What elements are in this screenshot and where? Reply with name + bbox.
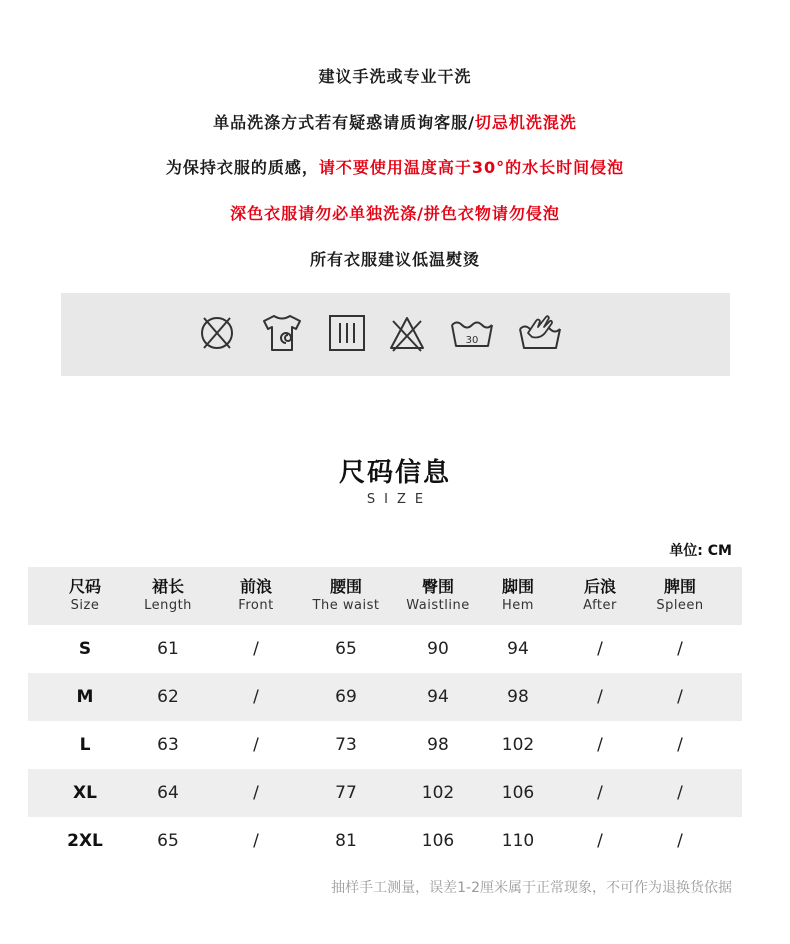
wash-temp-label: 30 bbox=[465, 335, 479, 346]
size-section-subtitle: SIZE bbox=[366, 492, 433, 507]
value-cell: 102 bbox=[501, 735, 535, 755]
header-cn-label: 后浪 bbox=[583, 577, 616, 596]
header-cn-label: 脚围 bbox=[501, 577, 534, 596]
header-en-label: After bbox=[583, 598, 617, 613]
value-cell: 69 bbox=[335, 687, 357, 707]
header-cn-label: 裙长 bbox=[151, 577, 184, 596]
value-cell: 61 bbox=[157, 639, 179, 659]
value-cell: / bbox=[253, 687, 259, 707]
care-line-5: 所有衣服建议低温熨烫 bbox=[309, 250, 480, 269]
value-cell: / bbox=[253, 831, 259, 851]
table-row bbox=[28, 817, 742, 865]
header-cn-label: 臀围 bbox=[421, 577, 454, 596]
wash-30-icon bbox=[450, 313, 494, 353]
value-cell: 98 bbox=[427, 735, 449, 755]
header-en-label: Size bbox=[70, 598, 100, 613]
value-cell: 81 bbox=[335, 831, 357, 851]
care-line-2: 单品洗涤方式若有疑惑请质询客服/切忌机洗混洗 bbox=[213, 113, 577, 132]
value-cell: 62 bbox=[157, 687, 179, 707]
value-cell: 106 bbox=[421, 831, 455, 851]
value-cell: / bbox=[597, 639, 603, 659]
value-cell: / bbox=[597, 831, 603, 851]
measurement-note: 抽样手工测量，误差1-2厘米属于正常现象，不可作为退换货依据 bbox=[331, 880, 732, 896]
value-cell: 63 bbox=[157, 735, 179, 755]
header-en-label: Hem bbox=[502, 598, 534, 613]
table-row bbox=[28, 625, 742, 673]
header-cn-label: 腰围 bbox=[329, 577, 362, 596]
header-en-label: Length bbox=[144, 598, 192, 613]
value-cell: / bbox=[597, 783, 603, 803]
care-line-4: 深色衣服请勿必单独洗涤/拼色衣物请勿侵泡 bbox=[230, 204, 560, 223]
value-cell: 98 bbox=[507, 687, 529, 707]
no-bleach-icon bbox=[385, 313, 429, 353]
value-cell: 94 bbox=[427, 687, 449, 707]
value-cell: 65 bbox=[335, 639, 357, 659]
value-cell: / bbox=[597, 735, 603, 755]
value-cell: 102 bbox=[421, 783, 455, 803]
size-section-title: 尺码信息 bbox=[338, 458, 451, 488]
value-cell: 106 bbox=[501, 783, 535, 803]
size-table bbox=[28, 567, 742, 865]
table-header-row bbox=[28, 567, 742, 625]
header-cn-label: 前浪 bbox=[239, 577, 272, 596]
value-cell: 64 bbox=[157, 783, 179, 803]
value-cell: / bbox=[677, 783, 683, 803]
header-en-label: Front bbox=[238, 598, 274, 613]
header-cell bbox=[296, 567, 396, 625]
size-cell: XL bbox=[73, 783, 97, 803]
value-cell: 73 bbox=[335, 735, 357, 755]
value-cell: / bbox=[253, 639, 259, 659]
size-cell: 2XL bbox=[67, 831, 103, 851]
value-cell: / bbox=[253, 783, 259, 803]
value-cell: / bbox=[677, 639, 683, 659]
header-cell bbox=[630, 567, 730, 625]
value-cell: 65 bbox=[157, 831, 179, 851]
header-cell bbox=[118, 567, 218, 625]
line-dry-icon bbox=[325, 313, 369, 353]
unit-label: 单位: CM bbox=[669, 543, 732, 559]
header-en-label: Waistline bbox=[406, 598, 470, 613]
table-row bbox=[28, 769, 742, 817]
no-tumble-dry-icon bbox=[260, 313, 304, 353]
value-cell: / bbox=[253, 735, 259, 755]
table-row bbox=[28, 721, 742, 769]
header-cn-label: 脾围 bbox=[663, 577, 696, 596]
value-cell: 90 bbox=[427, 639, 449, 659]
header-en-label: The waist bbox=[312, 598, 380, 613]
value-cell: 77 bbox=[335, 783, 357, 803]
care-line-1: 建议手洗或专业干洗 bbox=[318, 67, 472, 86]
care-line-3: 为保持衣服的质感，请不要使用温度高于30°的水长时间侵泡 bbox=[165, 158, 625, 177]
header-cell bbox=[206, 567, 306, 625]
value-cell: / bbox=[677, 831, 683, 851]
size-cell: S bbox=[78, 639, 92, 659]
care-icons-band bbox=[61, 293, 730, 376]
size-cell: M bbox=[76, 687, 94, 707]
value-cell: / bbox=[597, 687, 603, 707]
no-dry-clean-icon bbox=[195, 313, 239, 353]
value-cell: 110 bbox=[501, 831, 535, 851]
size-cell: L bbox=[79, 735, 91, 755]
header-en-label: Spleen bbox=[656, 598, 704, 613]
value-cell: / bbox=[677, 735, 683, 755]
hand-wash-icon bbox=[518, 313, 562, 353]
table-row bbox=[28, 673, 742, 721]
value-cell: 94 bbox=[507, 639, 529, 659]
header-cn-label: 尺码 bbox=[68, 577, 101, 596]
value-cell: / bbox=[677, 687, 683, 707]
